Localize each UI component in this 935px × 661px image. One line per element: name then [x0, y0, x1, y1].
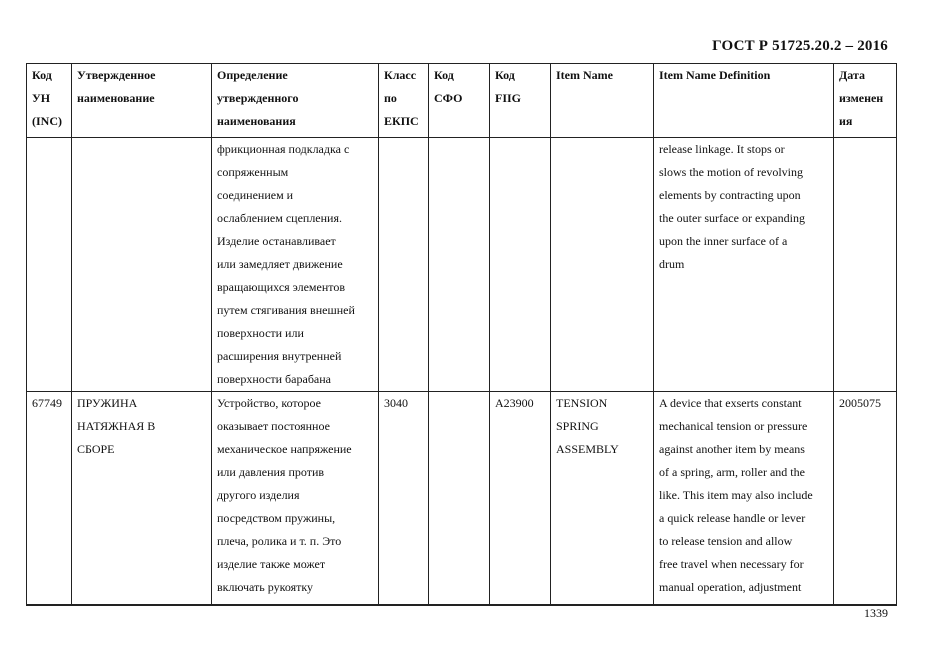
- table-row-67749: [27, 392, 897, 606]
- header-line: Код: [434, 68, 454, 82]
- header-line: Утвержденное: [77, 68, 156, 82]
- cell-text-line: like. This item may also include: [659, 488, 813, 502]
- cell-text-line: 67749: [32, 396, 62, 410]
- cell-text-line: механическое напряжение: [217, 442, 352, 456]
- header-line: наименование: [77, 91, 155, 105]
- document-title: ГОСТ Р 51725.20.2 – 2016: [712, 38, 888, 54]
- cell-date: [834, 392, 897, 606]
- header-line: Определение: [217, 68, 288, 82]
- cell-text-line: Изделие останавливает: [217, 234, 336, 248]
- header-line: УН: [32, 91, 51, 105]
- cell-text-line: вращающихся элементов: [217, 280, 346, 294]
- header-line: Код: [32, 68, 52, 82]
- header-date: [834, 64, 897, 138]
- cell-approved-name: [72, 138, 212, 392]
- header-line: ия: [839, 114, 853, 128]
- header-line: по: [384, 91, 397, 105]
- cell-text-line: Устройство, которое: [217, 396, 321, 410]
- cell-text-line: release linkage. It stops or: [659, 142, 785, 156]
- cell-text-line: the outer surface or expanding: [659, 211, 805, 225]
- cell-text-line: поверхности или: [217, 326, 304, 340]
- header-line: Код: [495, 68, 515, 82]
- cell-text-line: A23900: [495, 396, 534, 410]
- cell-text-line: НАТЯЖНАЯ В: [77, 419, 156, 433]
- cell-text-line: mechanical tension or pressure: [659, 419, 808, 433]
- cell-inc: [27, 392, 72, 606]
- cell-text-line: фрикционная подкладка с: [217, 142, 350, 156]
- cell-text-line: СБОРЕ: [77, 442, 115, 456]
- cell-text-line: другого изделия: [217, 488, 300, 502]
- header-sfo-code: [429, 64, 490, 138]
- cell-sfo-code: [429, 392, 490, 606]
- header-line: Item Name Definition: [659, 68, 771, 82]
- cell-text-line: free travel when necessary for: [659, 557, 804, 571]
- cell-text-line: путем стягивания внешней: [217, 303, 355, 317]
- table-row-continuation: [27, 138, 897, 392]
- cell-text-line: 2005075: [839, 396, 881, 410]
- item-name-table: [26, 63, 897, 606]
- cell-text-line: upon the inner surface of a: [659, 234, 788, 248]
- cell-text-line: включать рукоятку: [217, 580, 314, 594]
- header-fiig-code: [490, 64, 551, 138]
- header-ekps-class: [379, 64, 429, 138]
- header-definition-ru: [212, 64, 379, 138]
- page-number: 1339: [864, 606, 888, 620]
- cell-ekps-class: [379, 392, 429, 606]
- cell-sfo-code: [429, 138, 490, 392]
- cell-text-line: SPRING: [556, 419, 599, 433]
- header-definition-en: [654, 64, 834, 138]
- cell-text-line: или давления против: [217, 465, 325, 479]
- header-inc: [27, 64, 72, 138]
- header-line: (INC): [32, 114, 62, 128]
- cell-text-line: или замедляет движение: [217, 257, 343, 271]
- cell-fiig-code: [490, 138, 551, 392]
- cell-text-line: TENSION: [556, 396, 608, 410]
- header-line: СФО: [434, 91, 463, 105]
- cell-inc: [27, 138, 72, 392]
- cell-text-line: оказывает постоянное: [217, 419, 330, 433]
- cell-text-line: ослаблением сцепления.: [217, 211, 342, 225]
- cell-text-line: slows the motion of revolving: [659, 165, 803, 179]
- cell-text-line: расширения внутренней: [217, 349, 342, 363]
- cell-text-line: manual operation, adjustment: [659, 580, 802, 594]
- cell-text-line: ПРУЖИНА: [77, 396, 138, 410]
- header-line: утвержденного: [217, 91, 299, 105]
- cell-approved-name: [72, 392, 212, 606]
- cell-text-line: 3040: [384, 396, 408, 410]
- cell-text-line: изделие также может: [217, 557, 326, 571]
- cell-definition-ru: [212, 392, 379, 606]
- cell-text-line: elements by contracting upon: [659, 188, 801, 202]
- header-line: ЕКПС: [384, 114, 419, 128]
- cell-item-name: [551, 392, 654, 606]
- cell-text-line: A device that exserts constant: [659, 396, 802, 410]
- header-line: изменен: [839, 91, 884, 105]
- cell-fiig-code: [490, 392, 551, 606]
- cell-text-line: плеча, ролика и т. п. Это: [217, 534, 342, 548]
- header-line: Класс: [384, 68, 417, 82]
- cell-ekps-class: [379, 138, 429, 392]
- cell-text-line: a quick release handle or lever: [659, 511, 806, 525]
- header-approved-name: [72, 64, 212, 138]
- cell-text-line: of a spring, arm, roller and the: [659, 465, 805, 479]
- header-line: наименования: [217, 114, 296, 128]
- cell-text-line: ASSEMBLY: [556, 442, 619, 456]
- cell-item-name: [551, 138, 654, 392]
- header-line: Дата: [839, 68, 865, 82]
- cell-text-line: соединением и: [217, 188, 294, 202]
- header-item-name: [551, 64, 654, 138]
- cell-text-line: to release tension and allow: [659, 534, 793, 548]
- cell-date: [834, 138, 897, 392]
- cell-definition-en: [654, 392, 834, 606]
- cell-definition-en: [654, 138, 834, 392]
- table-header-row: [27, 64, 897, 138]
- cell-text-line: посредством пружины,: [217, 511, 336, 525]
- cell-text-line: поверхности барабана: [217, 372, 331, 386]
- header-line: FIIG: [495, 91, 522, 105]
- cell-text-line: сопряженным: [217, 165, 289, 179]
- cell-text-line: against another item by means: [659, 442, 805, 456]
- cell-text-line: drum: [659, 257, 685, 271]
- cell-definition-ru: [212, 138, 379, 392]
- header-line: Item Name: [556, 68, 613, 82]
